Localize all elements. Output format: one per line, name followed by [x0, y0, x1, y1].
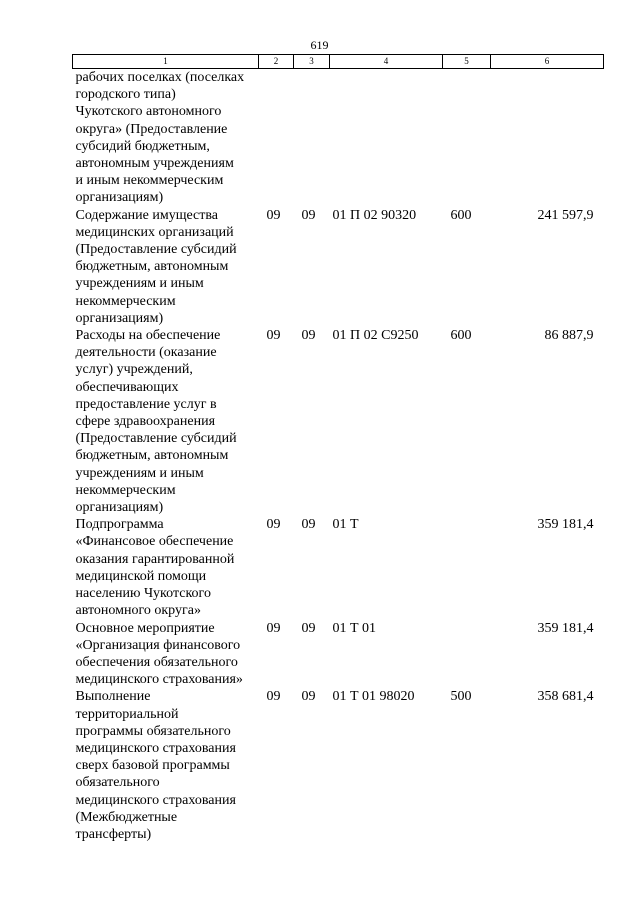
description-line: сфере здравоохранения	[75, 414, 216, 430]
description-line: населению Чукотского	[75, 586, 211, 602]
expense-description	[73, 327, 259, 516]
expense-type-code	[443, 69, 491, 207]
description-line: некоммерческим	[75, 293, 176, 309]
target-article-code: 01 Т	[332, 517, 359, 533]
expense-description	[73, 69, 259, 207]
amount-value	[491, 69, 604, 207]
description-line: (Межбюджетные	[75, 809, 178, 825]
description-line: «Организация финансового	[75, 637, 241, 653]
expense-type-code: 600	[450, 207, 472, 223]
target-article-code: 01 П 02 90320	[332, 207, 417, 223]
description-line: Чукотского автономного	[75, 104, 222, 120]
target-article-code	[330, 69, 443, 207]
table-row	[73, 688, 604, 843]
description-line: автономного округа»	[75, 603, 201, 619]
table-row	[73, 327, 604, 516]
target-article-code: 01 Т 01 98020	[332, 689, 415, 705]
subsection-code: 09	[301, 620, 316, 636]
description-line: деятельности (оказание	[75, 345, 217, 361]
description-line: организациям)	[75, 500, 164, 516]
expense-description	[73, 516, 259, 619]
description-line: медицинской помощи	[75, 568, 207, 584]
subsection-code: 09	[301, 689, 316, 705]
description-line: Подпрограмма	[75, 517, 164, 533]
section-code: 09	[266, 207, 281, 223]
subsection-code	[294, 69, 330, 207]
section-code: 09	[266, 620, 281, 636]
description-line: бюджетным, автономным	[75, 259, 229, 275]
table-row	[73, 620, 604, 689]
description-line: Выполнение	[75, 689, 151, 705]
description-line: рабочих поселках (поселках	[75, 70, 245, 85]
description-line: услуг) учреждений,	[75, 362, 193, 378]
subsection-code: 09	[301, 207, 316, 223]
description-line: и иным некоммерческим	[75, 173, 224, 189]
amount-value: 86 887,9	[544, 328, 594, 344]
description-line: медицинского страхования»	[75, 672, 243, 688]
description-line: субсидий бюджетным,	[75, 138, 210, 154]
column-header: 3	[294, 55, 330, 69]
expense-type-code: 600	[450, 328, 472, 344]
column-header: 5	[443, 55, 491, 69]
description-line: медицинского страхования	[75, 740, 236, 756]
table-row	[73, 69, 604, 207]
description-line: Содержание имущества	[75, 207, 219, 223]
table-row	[73, 207, 604, 327]
description-line: медицинских организаций	[75, 224, 234, 240]
description-line: предоставление услуг в	[75, 396, 217, 412]
expense-type-code	[443, 516, 491, 619]
subsection-code: 09	[301, 517, 316, 533]
description-line: бюджетным, автономным	[75, 448, 229, 464]
description-line: организациям)	[75, 190, 164, 206]
subsection-code: 09	[301, 328, 316, 344]
description-line: программы обязательного	[75, 723, 231, 739]
description-line: обязательного	[75, 775, 160, 791]
table-header-row	[73, 55, 604, 69]
amount-value: 359 181,4	[537, 620, 594, 636]
description-line: Расходы на обеспечение	[75, 328, 221, 344]
table-body	[73, 69, 604, 844]
description-line: Основное мероприятие	[75, 620, 215, 636]
expense-type-code	[443, 620, 491, 689]
column-header: 1	[73, 55, 259, 69]
target-article-code: 01 П 02 С9250	[332, 328, 419, 344]
description-line: оказания гарантированной	[75, 551, 235, 567]
expense-description	[73, 207, 259, 327]
section-code: 09	[266, 517, 281, 533]
budget-table	[72, 54, 604, 843]
section-code: 09	[266, 328, 281, 344]
description-line: обеспечения обязательного	[75, 654, 238, 670]
amount-value: 358 681,4	[537, 689, 594, 705]
description-line: учреждениям и иным	[75, 276, 204, 292]
description-line: (Предоставление субсидий	[75, 242, 237, 258]
expense-type-code: 500	[450, 689, 472, 705]
description-line: организациям)	[75, 310, 164, 326]
section-code: 09	[266, 689, 281, 705]
description-line: городского типа)	[75, 87, 176, 103]
column-header: 2	[259, 55, 294, 69]
page-number: 619	[310, 38, 329, 52]
table-row	[73, 516, 604, 619]
description-line: некоммерческим	[75, 482, 176, 498]
amount-value: 359 181,4	[537, 517, 594, 533]
description-line: трансферты)	[75, 826, 152, 842]
expense-description	[73, 620, 259, 689]
description-line: округа» (Предоставление	[75, 121, 228, 137]
section-code	[259, 69, 294, 207]
target-article-code: 01 Т 01	[332, 620, 377, 636]
description-line: (Предоставление субсидий	[75, 431, 237, 447]
description-line: территориальной	[75, 706, 179, 722]
expense-description	[73, 688, 259, 843]
amount-value: 241 597,9	[537, 207, 594, 223]
description-line: учреждениям и иным	[75, 465, 204, 481]
description-line: обеспечивающих	[75, 379, 179, 395]
description-line: сверх базовой программы	[75, 758, 230, 774]
description-line: автономным учреждениям	[75, 156, 234, 172]
description-line: медицинского страхования	[75, 792, 236, 808]
description-line: «Финансовое обеспечение	[75, 534, 234, 550]
column-header: 6	[491, 55, 604, 69]
column-header: 4	[330, 55, 443, 69]
